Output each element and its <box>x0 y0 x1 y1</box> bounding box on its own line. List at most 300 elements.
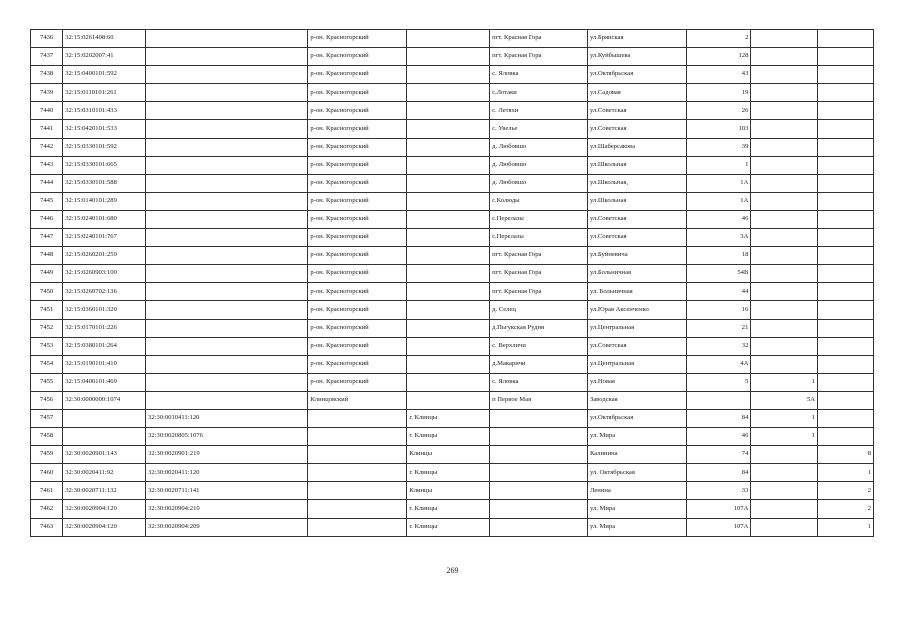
cell-town-a <box>407 66 490 84</box>
cell-cadastral-b <box>146 337 308 355</box>
cell-district <box>308 464 407 482</box>
cell-x <box>751 500 818 518</box>
table-row <box>31 518 874 536</box>
cell-street: ул. Мира <box>587 428 686 446</box>
cell-y <box>818 156 874 174</box>
cell-num: 7463 <box>31 518 63 536</box>
cell-cadastral-b <box>146 174 308 192</box>
cell-cadastral-a: 32:15:0360101:320 <box>63 301 146 319</box>
cell-house: 19 <box>686 84 751 102</box>
cell-cadastral-a: 32:30:0020904:120 <box>63 500 146 518</box>
cell-house: 39 <box>686 138 751 156</box>
cell-street: Заводская <box>587 391 686 409</box>
cell-x <box>751 66 818 84</box>
table-row <box>31 428 874 446</box>
cell-town-b: д. Селец <box>490 301 588 319</box>
cell-town-b: д.Пьгукская Рудня <box>490 319 588 337</box>
cell-house: 84 <box>686 464 751 482</box>
cell-house: 16 <box>686 301 751 319</box>
cell-y <box>818 391 874 409</box>
cell-district: р-он. Красногорский <box>308 84 407 102</box>
cell-house: 18 <box>686 247 751 265</box>
cell-cadastral-a: 32:15:0260702:136 <box>63 283 146 301</box>
cell-district: р-он. Красногорский <box>308 156 407 174</box>
cell-town-b: с.Перелазы <box>490 210 588 228</box>
table-row <box>31 30 874 48</box>
cell-house: 128 <box>686 48 751 66</box>
cell-cadastral-a: 32:15:0240101:767 <box>63 229 146 247</box>
cell-num: 7444 <box>31 174 63 192</box>
cell-house: 1 <box>686 156 751 174</box>
cell-house: 32 <box>686 337 751 355</box>
cell-district: р-он. Красногорский <box>308 30 407 48</box>
cell-town-a <box>407 48 490 66</box>
cell-num: 7459 <box>31 446 63 464</box>
cell-num: 7458 <box>31 428 63 446</box>
cell-num: 7439 <box>31 84 63 102</box>
cell-x: 1 <box>751 373 818 391</box>
cell-town-a <box>407 373 490 391</box>
cell-y <box>818 48 874 66</box>
cell-cadastral-b: 32:30:0020805:1076 <box>146 428 308 446</box>
cell-num: 7455 <box>31 373 63 391</box>
cell-street: ул.Центральная <box>587 355 686 373</box>
cell-street: ул.Школьная, <box>587 174 686 192</box>
cell-y <box>818 138 874 156</box>
cell-house: 107А <box>686 500 751 518</box>
cell-street: Калинина <box>587 446 686 464</box>
cell-cadastral-a: 32:15:0400101:592 <box>63 66 146 84</box>
cell-district: р-он. Красногорский <box>308 102 407 120</box>
cell-cadastral-b: 32:30:0020411:120 <box>146 464 308 482</box>
cell-district: р-он. Красногорский <box>308 66 407 84</box>
cell-town-b: п Первое Мая <box>490 391 588 409</box>
cell-town-a: г. Клинцы <box>407 428 490 446</box>
cell-x <box>751 265 818 283</box>
cell-house: 4А <box>686 355 751 373</box>
cell-house: 44 <box>686 283 751 301</box>
cell-town-b <box>490 464 588 482</box>
cell-x <box>751 319 818 337</box>
cell-x <box>751 48 818 66</box>
cell-num: 7442 <box>31 138 63 156</box>
cell-street: ул.Больничная <box>587 265 686 283</box>
cell-num: 7440 <box>31 102 63 120</box>
cell-cadastral-a: 32:15:0140101:289 <box>63 192 146 210</box>
cell-district <box>308 446 407 464</box>
cell-x: 1 <box>751 428 818 446</box>
cell-x <box>751 229 818 247</box>
cell-x <box>751 156 818 174</box>
cell-cadastral-a: 32:15:0260903:100 <box>63 265 146 283</box>
cell-street: ул.Советская <box>587 229 686 247</box>
cell-cadastral-a: 32:30:0020901:143 <box>63 446 146 464</box>
registry-table <box>30 29 874 537</box>
cell-district <box>308 482 407 500</box>
cell-y <box>818 337 874 355</box>
cell-cadastral-b <box>146 265 308 283</box>
cell-num: 7457 <box>31 409 63 427</box>
cell-num: 7445 <box>31 192 63 210</box>
cell-town-a <box>407 156 490 174</box>
cell-num: 7449 <box>31 265 63 283</box>
cell-town-a <box>407 283 490 301</box>
cell-street: ул. Мира <box>587 500 686 518</box>
cell-x <box>751 192 818 210</box>
cell-house: 5 <box>686 373 751 391</box>
cell-town-b: пгт. Красная Гора <box>490 265 588 283</box>
table-row <box>31 500 874 518</box>
cell-house: 107А <box>686 518 751 536</box>
cell-y: 1 <box>818 518 874 536</box>
cell-num: 7437 <box>31 48 63 66</box>
table-row <box>31 229 874 247</box>
cell-town-b <box>490 428 588 446</box>
table-row <box>31 192 874 210</box>
cell-cadastral-b <box>146 102 308 120</box>
table-row <box>31 174 874 192</box>
cell-street: ул.Советская <box>587 337 686 355</box>
cell-town-a: г. Клинцы <box>407 518 490 536</box>
cell-x <box>751 84 818 102</box>
cell-district: р-он. Красногорский <box>308 247 407 265</box>
table-row <box>31 337 874 355</box>
cell-cadastral-a: 32:15:0190101:410 <box>63 355 146 373</box>
cell-cadastral-a <box>63 428 146 446</box>
cell-town-b: с.Перелазы <box>490 229 588 247</box>
cell-y <box>818 355 874 373</box>
cell-town-b <box>490 409 588 427</box>
table-row <box>31 409 874 427</box>
cell-x <box>751 138 818 156</box>
cell-x <box>751 301 818 319</box>
cell-district: р-он. Красногорский <box>308 174 407 192</box>
cell-cadastral-a: 32:15:0170101:226 <box>63 319 146 337</box>
cell-town-b: с. Летяхи <box>490 102 588 120</box>
cell-house: 1А <box>686 174 751 192</box>
cell-y <box>818 428 874 446</box>
cell-cadastral-b <box>146 210 308 228</box>
cell-town-a: Клинцы <box>407 446 490 464</box>
cell-house: 103 <box>686 120 751 138</box>
cell-town-b: д.Макаричи <box>490 355 588 373</box>
cell-cadastral-a: 32:15:0261408:60 <box>63 30 146 48</box>
cell-district <box>308 500 407 518</box>
cell-cadastral-b <box>146 156 308 174</box>
table-row <box>31 48 874 66</box>
cell-cadastral-b: 32:30:0020904:209 <box>146 518 308 536</box>
cell-num: 7436 <box>31 30 63 48</box>
cell-cadastral-a <box>63 409 146 427</box>
table-row <box>31 247 874 265</box>
cell-x <box>751 518 818 536</box>
cell-cadastral-b <box>146 319 308 337</box>
cell-street: ул.Куйбышева <box>587 48 686 66</box>
cell-town-a: г. Клинцы <box>407 409 490 427</box>
cell-house <box>686 391 751 409</box>
cell-street: ул.Буйневича <box>587 247 686 265</box>
cell-town-b: пгт. Красная Гора <box>490 48 588 66</box>
cell-cadastral-a: 32:30:0020711:132 <box>63 482 146 500</box>
cell-x <box>751 464 818 482</box>
cell-district: р-он. Красногорский <box>308 373 407 391</box>
table-row <box>31 84 874 102</box>
cell-cadastral-b: 32:30:0020711:141 <box>146 482 308 500</box>
cell-town-a <box>407 355 490 373</box>
cell-street: ул.Шаберсакова <box>587 138 686 156</box>
cell-y <box>818 30 874 48</box>
cell-town-a <box>407 138 490 156</box>
cell-district: р-он. Красногорский <box>308 192 407 210</box>
cell-street: ул. Мира <box>587 518 686 536</box>
table-row <box>31 446 874 464</box>
cell-cadastral-b <box>146 247 308 265</box>
cell-street: ул.Садовая <box>587 84 686 102</box>
cell-num: 7452 <box>31 319 63 337</box>
cell-town-a <box>407 30 490 48</box>
cell-cadastral-b: 32:30:0020901:219 <box>146 446 308 464</box>
cell-street: ул.Новая <box>587 373 686 391</box>
table-row <box>31 319 874 337</box>
cell-cadastral-a: 32:15:0380101:264 <box>63 337 146 355</box>
cell-num: 7438 <box>31 66 63 84</box>
table-row <box>31 464 874 482</box>
cell-district: р-он. Красногорский <box>308 138 407 156</box>
cell-district <box>308 409 407 427</box>
cell-town-a: Клинцы <box>407 482 490 500</box>
cell-y <box>818 319 874 337</box>
cell-cadastral-b <box>146 48 308 66</box>
cell-town-a <box>407 265 490 283</box>
cell-cadastral-b <box>146 192 308 210</box>
cell-house: 21 <box>686 319 751 337</box>
cell-x <box>751 102 818 120</box>
cell-y <box>818 174 874 192</box>
cell-y <box>818 265 874 283</box>
table-row <box>31 102 874 120</box>
cell-x <box>751 446 818 464</box>
cell-cadastral-b <box>146 391 308 409</box>
cell-y <box>818 283 874 301</box>
cell-x <box>751 355 818 373</box>
cell-town-a <box>407 174 490 192</box>
cell-num: 7448 <box>31 247 63 265</box>
cell-town-b: пгт. Красная Гора <box>490 247 588 265</box>
cell-num: 7456 <box>31 391 63 409</box>
cell-y <box>818 102 874 120</box>
cell-district: р-он. Красногорский <box>308 319 407 337</box>
cell-town-b: с. Яловка <box>490 373 588 391</box>
cell-cadastral-b <box>146 355 308 373</box>
cell-num: 7451 <box>31 301 63 319</box>
cell-street: ул. Октябрьская <box>587 464 686 482</box>
cell-house: 74 <box>686 446 751 464</box>
cell-town-b: с.Лотаки <box>490 84 588 102</box>
cell-cadastral-b <box>146 30 308 48</box>
cell-town-a <box>407 391 490 409</box>
cell-town-b: с. Верхличи <box>490 337 588 355</box>
cell-town-b <box>490 482 588 500</box>
table-row <box>31 156 874 174</box>
cell-y <box>818 66 874 84</box>
cell-town-a: г. Клинцы <box>407 500 490 518</box>
cell-town-b: с.Колюды <box>490 192 588 210</box>
cell-street: ул.Юрая Аксенченко <box>587 301 686 319</box>
cell-x <box>751 174 818 192</box>
cell-house: 3А <box>686 229 751 247</box>
cell-y <box>818 229 874 247</box>
cell-cadastral-a: 32:15:0330101:588 <box>63 174 146 192</box>
cell-cadastral-a: 32:30:0000000:1074 <box>63 391 146 409</box>
cell-x <box>751 120 818 138</box>
cell-num: 7453 <box>31 337 63 355</box>
cell-town-b: д. Любовшо <box>490 138 588 156</box>
cell-cadastral-a: 32:15:0330101:592 <box>63 138 146 156</box>
cell-y: 2 <box>818 482 874 500</box>
cell-street: ул.Школьная <box>587 192 686 210</box>
cell-district: р-он. Красногорский <box>308 283 407 301</box>
cell-town-b: пгт. Красная Гора <box>490 30 588 48</box>
cell-cadastral-b <box>146 229 308 247</box>
cell-town-a <box>407 319 490 337</box>
cell-house: 54В <box>686 265 751 283</box>
cell-cadastral-b <box>146 283 308 301</box>
cell-x <box>751 210 818 228</box>
cell-num: 7441 <box>31 120 63 138</box>
cell-district: р-он. Красногорский <box>308 120 407 138</box>
cell-cadastral-a: 32:15:0310101:433 <box>63 102 146 120</box>
cell-town-b: д. Любовшо <box>490 174 588 192</box>
cell-num: 7447 <box>31 229 63 247</box>
table-row <box>31 391 874 409</box>
cell-house: 1А <box>686 192 751 210</box>
cell-y <box>818 409 874 427</box>
cell-x <box>751 337 818 355</box>
cell-house: 26 <box>686 102 751 120</box>
cell-cadastral-a: 32:15:0202007:41 <box>63 48 146 66</box>
cell-num: 7446 <box>31 210 63 228</box>
cell-district: р-он. Красногорский <box>308 229 407 247</box>
cell-town-a <box>407 102 490 120</box>
table-row <box>31 120 874 138</box>
cell-x <box>751 283 818 301</box>
cell-town-a <box>407 120 490 138</box>
cell-town-b <box>490 446 588 464</box>
cell-cadastral-a: 32:15:0330101:665 <box>63 156 146 174</box>
cell-house: 46 <box>686 428 751 446</box>
cell-x: 5А <box>751 391 818 409</box>
cell-district: р-он. Красногорский <box>308 301 407 319</box>
cell-street: ул.Брянская <box>587 30 686 48</box>
cell-cadastral-a: 32:15:0240101:680 <box>63 210 146 228</box>
cell-cadastral-b: 32:30:0010411:120 <box>146 409 308 427</box>
cell-y <box>818 301 874 319</box>
cell-y: 2 <box>818 500 874 518</box>
cell-y <box>818 210 874 228</box>
cell-district <box>308 518 407 536</box>
cell-town-b: с. Увелье <box>490 120 588 138</box>
cell-town-a <box>407 301 490 319</box>
cell-town-a <box>407 229 490 247</box>
cell-town-a <box>407 337 490 355</box>
cell-num: 7443 <box>31 156 63 174</box>
registry-body <box>31 30 874 537</box>
table-row <box>31 265 874 283</box>
table-row <box>31 283 874 301</box>
cell-street: ул. Больничная <box>587 283 686 301</box>
cell-cadastral-a: 32:15:0420101:533 <box>63 120 146 138</box>
cell-cadastral-b <box>146 301 308 319</box>
cell-town-a <box>407 247 490 265</box>
cell-y <box>818 84 874 102</box>
cell-street: ул.Центральная <box>587 319 686 337</box>
cell-town-b <box>490 500 588 518</box>
cell-street: ул.Школьная <box>587 156 686 174</box>
cell-y <box>818 373 874 391</box>
table-row <box>31 355 874 373</box>
cell-x: 1 <box>751 409 818 427</box>
cell-cadastral-a: 32:30:0020904:120 <box>63 518 146 536</box>
cell-town-b: пгт. Красная Гора <box>490 283 588 301</box>
cell-district <box>308 428 407 446</box>
cell-num: 7450 <box>31 283 63 301</box>
cell-x <box>751 30 818 48</box>
cell-town-a <box>407 84 490 102</box>
cell-district: р-он. Красногорский <box>308 355 407 373</box>
cell-street: ул.Советская <box>587 102 686 120</box>
cell-house: 33 <box>686 482 751 500</box>
cell-x <box>751 482 818 500</box>
cell-num: 7460 <box>31 464 63 482</box>
cell-district: р-он. Красногорский <box>308 265 407 283</box>
cell-y: 8 <box>818 446 874 464</box>
cell-house: 43 <box>686 66 751 84</box>
cell-num: 7462 <box>31 500 63 518</box>
cell-cadastral-b <box>146 66 308 84</box>
cell-district: Клинцовский <box>308 391 407 409</box>
cell-cadastral-a: 32:15:0400101:469 <box>63 373 146 391</box>
cell-house: 46 <box>686 210 751 228</box>
cell-cadastral-a: 32:30:0020411:92 <box>63 464 146 482</box>
page-number: 269 <box>446 566 459 575</box>
cell-x <box>751 247 818 265</box>
table-row <box>31 138 874 156</box>
cell-cadastral-b: 32:30:0020904:210 <box>146 500 308 518</box>
cell-street: ул.Октябрьская <box>587 409 686 427</box>
cell-street: ул.Советская <box>587 120 686 138</box>
table-row <box>31 66 874 84</box>
cell-num: 7454 <box>31 355 63 373</box>
cell-cadastral-a: 32:15:0110101:261 <box>63 84 146 102</box>
cell-town-b <box>490 518 588 536</box>
cell-y <box>818 247 874 265</box>
cell-town-b: д. Любовшо <box>490 156 588 174</box>
cell-district: р-он. Красногорский <box>308 210 407 228</box>
cell-town-a <box>407 192 490 210</box>
cell-y <box>818 120 874 138</box>
cell-district: р-он. Красногорский <box>308 48 407 66</box>
cell-street: ул.Октябрьская <box>587 66 686 84</box>
cell-town-a: г. Клинцы <box>407 464 490 482</box>
cell-y <box>818 192 874 210</box>
cell-cadastral-b <box>146 84 308 102</box>
cell-street: ул.Советская <box>587 210 686 228</box>
cell-district: р-он. Красногорский <box>308 337 407 355</box>
cell-cadastral-b <box>146 120 308 138</box>
table-row <box>31 482 874 500</box>
table-row <box>31 373 874 391</box>
cell-cadastral-b <box>146 373 308 391</box>
